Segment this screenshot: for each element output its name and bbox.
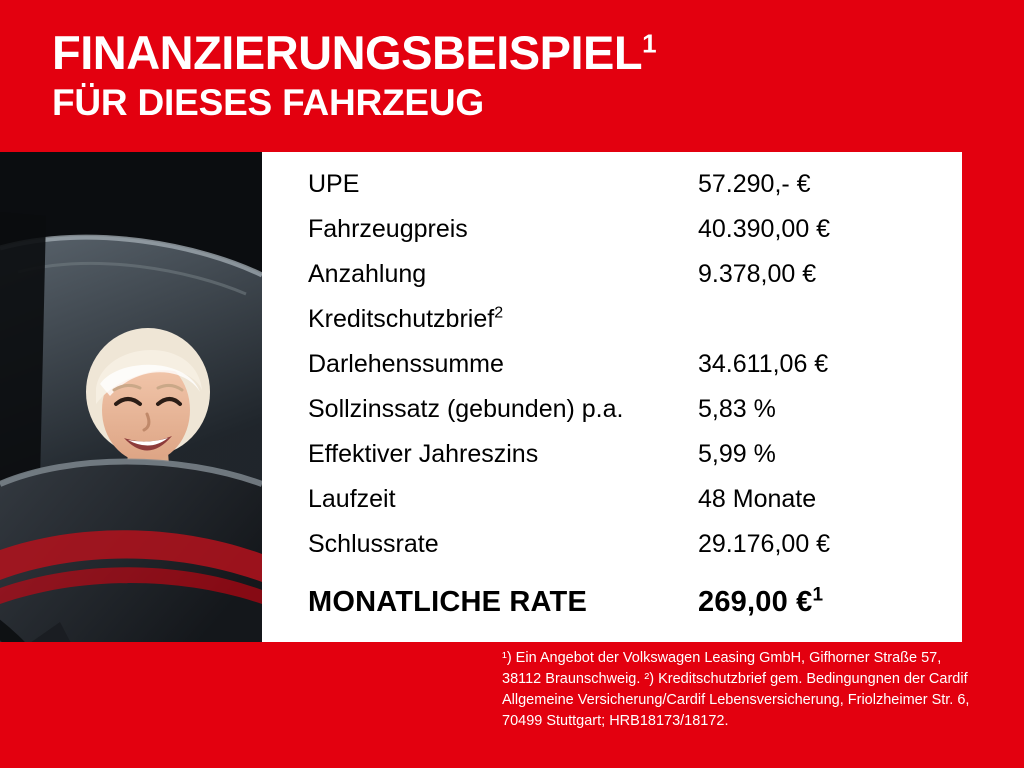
row-label: Fahrzeugpreis — [308, 215, 468, 243]
table-row — [262, 260, 962, 305]
row-value: 40.390,00 € — [698, 215, 831, 243]
row-label-footnote-marker: 2 — [494, 304, 504, 322]
footnote-text: ¹) Ein Angebot der Volkswagen Leasing GmbH, Gifhorner Straße 57, 38112 Braunschweig. ²) Kreditschutzbrief gem. Bedingungnen der Cardif Allgemeine Versicherung/Cardif Lebensversicherung, Friolzheimer Str. 6, 70499 Stuttgart; HRB18173/18172. — [502, 650, 970, 730]
headline-primary-footnote-marker: 1 — [642, 28, 657, 59]
table-row — [262, 350, 962, 395]
table-row — [262, 440, 962, 485]
row-label: Schlussrate — [308, 530, 439, 558]
monthly-rate-value: 269,00 €$^1$ — [698, 583, 824, 618]
table-row — [262, 170, 962, 215]
monthly-rate-footnote-marker: 1 — [812, 583, 824, 605]
headline-secondary: FÜR DIESES FAHRZEUG — [52, 82, 485, 124]
row-value: 57.290,- € — [698, 170, 811, 198]
row-label: Anzahlung — [308, 260, 427, 288]
row-value: 5,83 % — [698, 395, 776, 423]
table-row — [262, 485, 962, 530]
vehicle-photo — [0, 152, 262, 642]
table-row — [262, 395, 962, 440]
row-label: UPE — [308, 170, 360, 198]
headline-primary-text: FINANZIERUNGSBEISPIEL — [52, 26, 643, 79]
row-value: 5,99 % — [698, 440, 776, 468]
row-value: 9.378,00 € — [698, 260, 817, 288]
financing-table-panel — [262, 152, 962, 642]
financing-rows — [262, 170, 962, 629]
table-row — [262, 305, 962, 350]
table-row-monthly-rate — [262, 575, 962, 629]
photo-illustration — [0, 152, 262, 642]
headline-primary — [52, 28, 1024, 77]
row-value: 34.611,06 € — [698, 350, 829, 378]
row-label: Laufzeit — [308, 485, 396, 513]
row-value: 48 Monate — [698, 485, 817, 513]
row-label: Darlehenssumme — [308, 350, 504, 378]
table-row — [262, 530, 962, 575]
row-value: 29.176,00 € — [698, 530, 831, 558]
row-label: Effektiver Jahreszins — [308, 440, 539, 468]
table-row — [262, 215, 962, 260]
row-label: Kreditschutzbrief$^2$ — [308, 304, 504, 333]
footnote-block — [502, 648, 972, 732]
poster-header — [0, 0, 1024, 152]
row-label: Sollzinssatz (gebunden) p.a. — [308, 395, 624, 423]
monthly-rate-label: MONATLICHE RATE — [308, 585, 588, 618]
